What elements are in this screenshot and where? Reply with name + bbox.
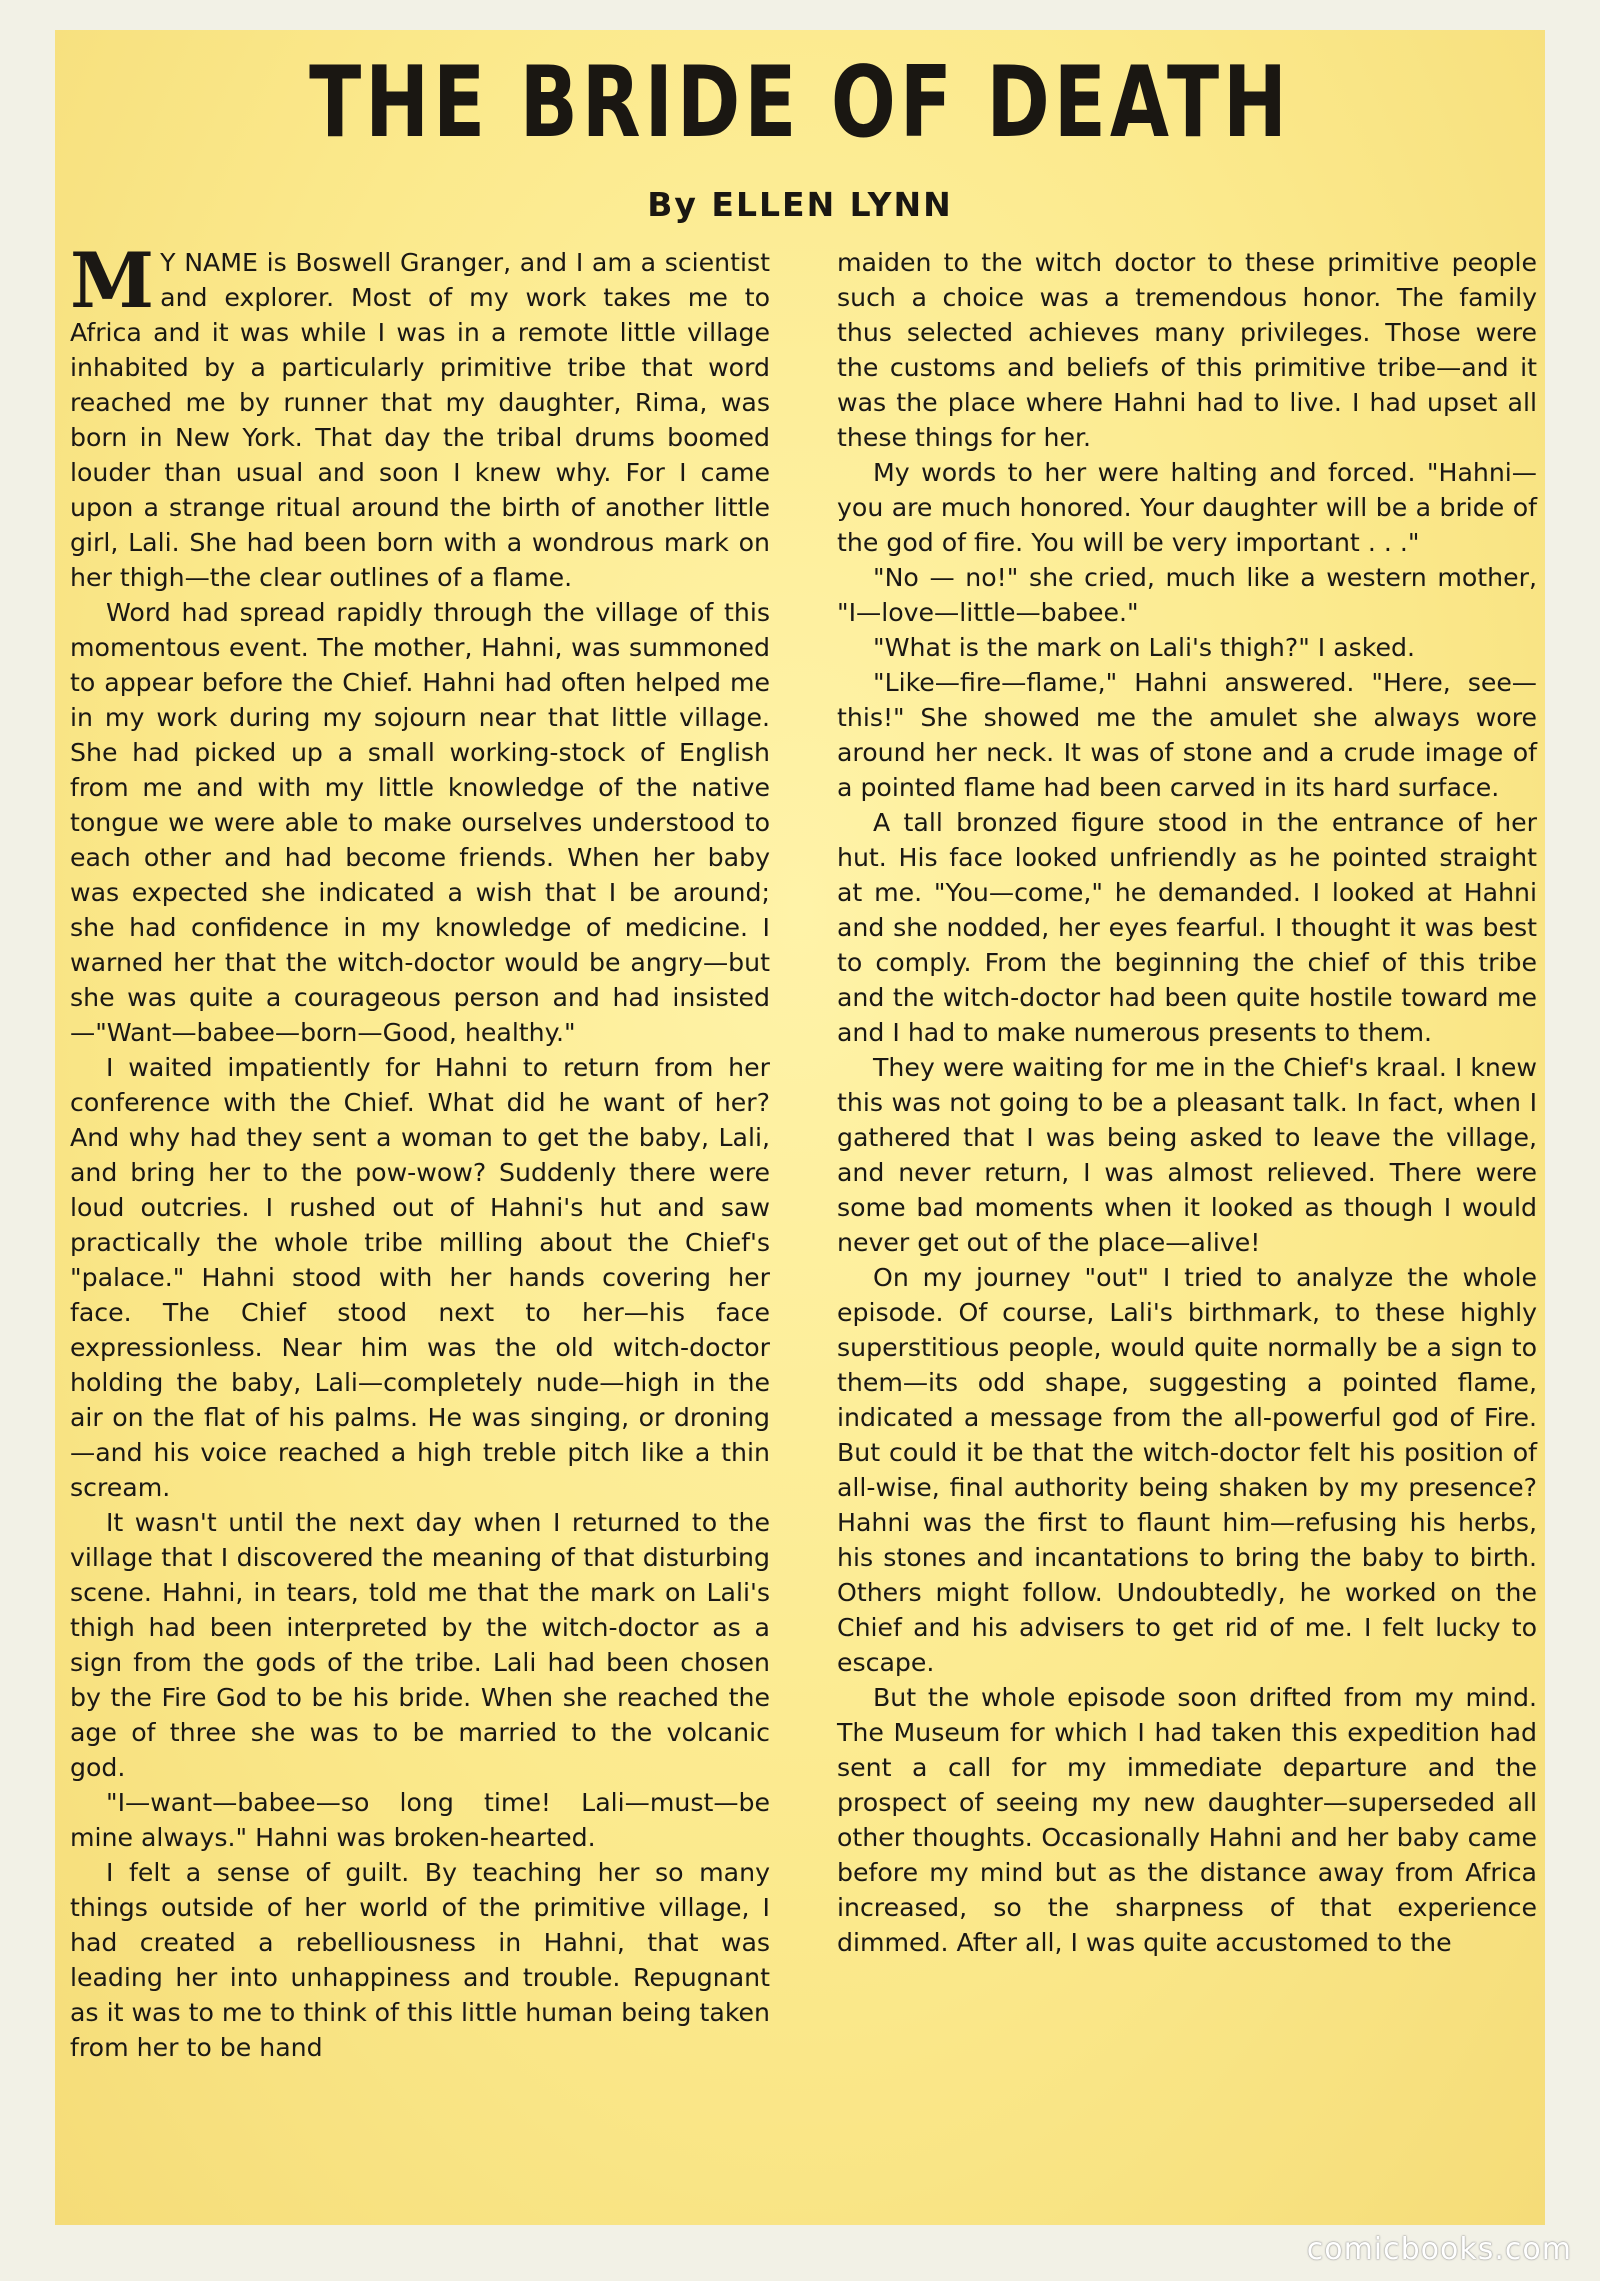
story-title: THE BRIDE OF DEATH: [309, 46, 1291, 160]
paragraph: [70, 236, 770, 595]
paragraph: I felt a sense of guilt. By teaching her so many things outside of her world of the primitive village, I had created a rebelliousness in Hahni, that was leading her into unhappiness and trouble. Repugnant as it was to me to think of this little human being taken from her to be hand: [70, 1858, 770, 2062]
paragraph: maiden to the witch doctor to these primitive people such a choice was a tremendous honor. The family thus selected achieves many privileges. Those were the customs and beliefs of this primitive tribe—and it was the place where Hahni had to live. I had upset all these things for her.: [837, 248, 1537, 452]
paragraph: "I—want—babee—so long time! Lali—must—be mine always." Hahni was broken-hearted.: [70, 1788, 770, 1852]
paragraph: But the whole episode soon drifted from my mind. The Museum for which I had taken this expedition had sent a call for my immediate departure and the prospect of seeing my new daughter—superseded all other thoughts. Occasionally Hahni and her baby came before my mind but as the distance away from Africa increased, so the sharpness of that experience dimmed. After all, I was quite accustomed to the: [837, 1683, 1537, 1957]
drop-cap: M: [70, 236, 155, 325]
paragraph: I waited impatiently for Hahni to return from her conference with the Chief. What did he want of her? And why had they sent a woman to get the baby, Lali, and bring her to the pow-wow? Suddenly there were loud outcries. I rushed out of Hahni's hut and saw practically the whole tribe milling about the Chief's "palace." Hahni stood with her hands covering her face. The Chief stood next to her—his face expressionless. Near him was the old witch-doctor holding the baby, Lali—completely nude—high in the air on the flat of his palms. He was singing, or droning—and his voice reached a high treble pitch like a thin scream.: [70, 1053, 770, 1502]
story-byline: By ELLEN LYNN: [647, 185, 953, 224]
paragraph: "Like—fire—flame," Hahni answered. "Here, see—this!" She showed me the amulet she always wore around her neck. It was of stone and a crude image of a pointed flame had been carved in its hard surface.: [837, 668, 1537, 802]
paragraph: A tall bronzed figure stood in the entrance of her hut. His face looked unfriendly as he pointed straight at me. "You—come," he demanded. I looked at Hahni and she nodded, her eyes fearful. I thought it was best to comply. From the beginning the chief of this tribe and the witch-doctor had been quite hostile toward me and I had to make numerous presents to them.: [837, 808, 1537, 1047]
paragraph: "What is the mark on Lali's thigh?" I asked.: [873, 633, 1415, 662]
paragraph: On my journey "out" I tried to analyze the whole episode. Of course, Lali's birthmark, to these highly superstitious people, would quite normally be a sign to them—its odd shape, suggesting a pointed flame, indicated a message from the all-powerful god of Fire. But could it be that the witch-doctor felt his position of all-wise, final authority being shaken by my presence? Hahni was the first to flaunt him—refusing his herbs, his stones and incantations to bring the baby to birth. Others might follow. Undoubtedly, he worked on the Chief and his advisers to get rid of me. I felt lucky to escape.: [837, 1263, 1537, 1677]
paragraph-text: Y NAME is Boswell Granger, and I am a scientist and explorer. Most of my work takes me to Africa and it was while I was in a remote little village inhabited by a particularly primitive tribe that word reached me by runner that my daughter, Rima, was born in New York. That day the tribal drums boomed louder than usual and soon I knew why. For I came upon a strange ritual around the birth of another little girl, Lali. She had been born with a wondrous mark on her thigh—the clear outlines of a flame.: [70, 248, 770, 592]
paragraph: Word had spread rapidly through the village of this momentous event. The mother, Hahni, was summoned to appear before the Chief. Hahni had often helped me in my work during my sojourn near that little village. She had picked up a small working-stock of English from me and with my little knowledge of the native tongue we were able to make ourselves understood to each other and had become friends. When her baby was expected she indicated a wish that I be around; she had confidence in my knowledge of medicine. I warned her that the witch-doctor would be angry—but she was quite a courageous person and had insisted—"Want—babee—born—Good, healthy.": [70, 598, 770, 1047]
paragraph: "No — no!" she cried, much like a western mother, "I—love—little—babee.": [837, 563, 1537, 627]
paragraph: It wasn't until the next day when I returned to the village that I discovered the meaning of that disturbing scene. Hahni, in tears, told me that the mark on Lali's thigh had been interpreted by the witch-doctor as a sign from the gods of the tribe. Lali had been chosen by the Fire God to be his bride. When she reached the age of three she was to be married to the volcanic god.: [70, 1508, 770, 1782]
site-watermark: comicbooks.com: [1306, 2232, 1572, 2267]
right-column: [837, 245, 1537, 1960]
story-page: [55, 30, 1545, 2225]
paragraph: My words to her were halting and forced. "Hahni—you are much honored. Your daughter will be a bride of the god of fire. You will be very important . . .": [837, 458, 1537, 557]
left-column: [70, 236, 770, 2065]
paragraph: They were waiting for me in the Chief's kraal. I knew this was not going to be a pleasant talk. In fact, when I gathered that I was being asked to leave the village, and never return, I was almost relieved. There were some bad moments when it looked as though I would never get out of the place—alive!: [837, 1053, 1537, 1257]
